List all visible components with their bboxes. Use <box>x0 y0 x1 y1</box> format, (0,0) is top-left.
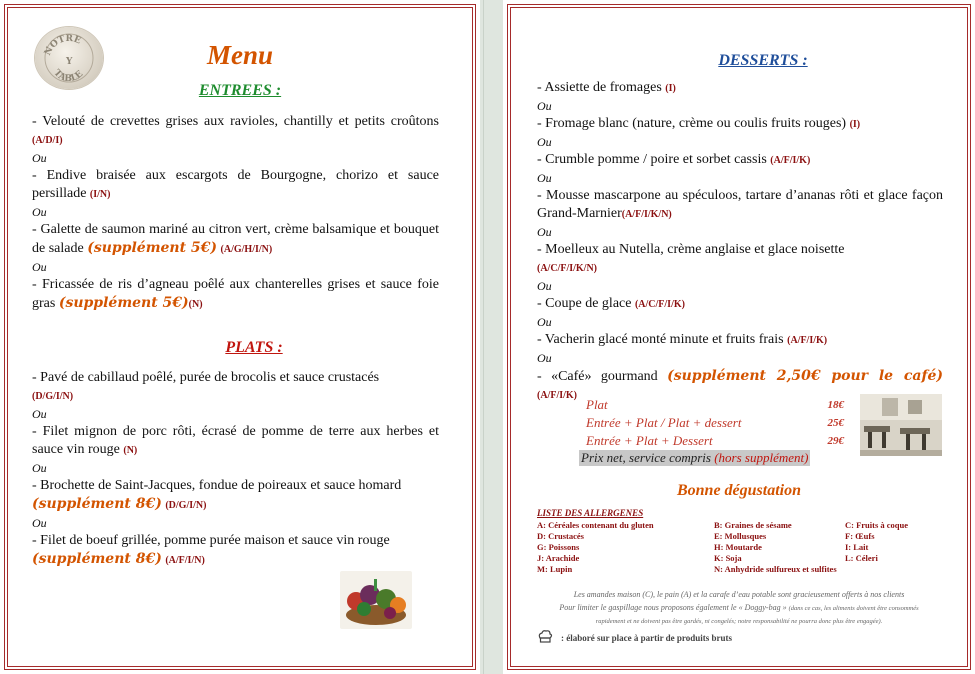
or-separator: Ou <box>32 516 47 530</box>
svg-text:Y: Y <box>66 57 73 67</box>
allergen-entry: I: Lait <box>845 542 869 552</box>
dining-room-photo <box>860 394 942 456</box>
allergen-entry: C: Fruits à coque <box>845 520 909 530</box>
desserts-title: DESSERTS : <box>718 52 808 69</box>
or-separator: Ou <box>537 225 552 239</box>
price-table <box>586 396 844 450</box>
chef-hat-icon <box>537 630 553 646</box>
dessert-item: - Mousse mascarpone au spéculoos, tartare d’ananas rôti et glace façon Grand-Marnier(A/F/I/K/N) <box>537 188 943 221</box>
entrees-list <box>32 113 439 314</box>
plat-item: - Pavé de cabillaud poêlé, purée de brocolis et sauce crustacés (D/G/I/N) <box>32 370 380 402</box>
price-row: Plat 18€ <box>586 397 844 412</box>
plat-item: - Filet de boeuf grillée, pomme purée maison et sauce vin rouge (supplément 8€) (A/F/I/N) <box>32 533 390 567</box>
dessert-item: - Assiette de fromages (I) <box>537 80 676 95</box>
plat-item: - Filet mignon de porc rôti, écrasé de pomme de terre aux herbes et sauce vin rouge (N) <box>32 424 439 457</box>
prix-net-note: Prix net, service compris (hors supplément) <box>581 450 809 465</box>
allergen-entry: K: Soja <box>714 553 742 563</box>
dessert-item: - Vacherin glacé monté minute et fruits frais (A/F/I/K) <box>537 332 828 347</box>
allergen-entry: B: Graines de sésame <box>714 520 792 530</box>
allergen-entry: G: Poissons <box>537 542 580 552</box>
desserts-list <box>537 79 943 405</box>
footnote-line: Pour limiter le gaspillage nous proposons également le « Doggy-bag » (dans ce cas, les aliments doivent être consommés <box>559 603 919 612</box>
or-separator: Ou <box>537 99 552 113</box>
footnote-line: rapidement et ne doivent pas être gardés, ni congelés; notre responsabilité ne pourra donc plus être engagée). <box>595 618 883 625</box>
allergen-column <box>537 520 654 575</box>
allergen-column <box>845 520 908 564</box>
allergen-column <box>714 520 837 575</box>
dessert-item: - «Café» gourmand (supplément 2,50€ pour le café) (A/F/I/K) <box>537 368 944 401</box>
or-separator: Ou <box>32 260 47 274</box>
allergen-entry: L: Céleri <box>845 553 878 563</box>
allergen-entry: N: Anhydride sulfureux et sulfites <box>714 564 837 574</box>
allergen-entry: H: Moutarde <box>714 542 762 552</box>
or-separator: Ou <box>537 279 552 293</box>
or-separator: Ou <box>32 205 47 219</box>
allergen-entry: M: Lupin <box>537 564 573 574</box>
allergen-entry: J: Arachide <box>537 553 580 563</box>
page-gutter <box>480 0 503 674</box>
or-separator: Ou <box>32 407 47 421</box>
dessert-item: - Moelleux au Nutella, crème anglaise et glace noisette (A/C/F/I/K/N) <box>537 242 845 274</box>
menu-page-right <box>503 0 975 674</box>
entree-item: - Endive braisée aux escargots de Bourgogne, chorizo et sauce persillade (I/N) <box>32 168 439 201</box>
menu-page-left <box>0 0 480 674</box>
or-separator: Ou <box>32 461 47 475</box>
allergen-list <box>537 520 937 580</box>
or-separator: Ou <box>32 151 47 165</box>
svg-text:TABLE: TABLE <box>51 68 86 85</box>
allergen-list-title: LISTE DES ALLERGENES <box>537 508 644 518</box>
dessert-item: - Crumble pomme / poire et sorbet cassis (A/F/I/K) <box>537 152 811 167</box>
price-row: Entrée + Plat + Dessert 29€ <box>586 433 844 448</box>
allergen-entry: F: Œufs <box>845 531 875 541</box>
entree-item: - Fricassée de ris d’agneau poêlé aux chanterelles grises et sauce foie gras (supplément 5€)(N) <box>32 277 439 311</box>
svg-text:NOTRE: NOTRE <box>42 33 83 58</box>
price-row: Entrée + Plat / Plat + dessert 25€ <box>586 415 844 430</box>
or-separator: Ou <box>537 171 552 185</box>
plats-list <box>32 369 439 570</box>
plats-title: PLATS : <box>225 339 283 356</box>
allergen-entry: D: Crustacés <box>537 531 584 541</box>
legend-text: : élaboré sur place à partir de produits bruts <box>561 633 733 643</box>
vegetables-basket-photo <box>340 571 412 629</box>
footnote <box>523 588 955 628</box>
entrees-title: ENTREES : <box>198 82 282 99</box>
allergen-entry: E: Mollusques <box>714 531 767 541</box>
dessert-item: - Fromage blanc (nature, crème ou coulis fruits rouges) (I) <box>537 116 861 131</box>
or-separator: Ou <box>537 135 552 149</box>
footnote-line: Les amandes maison (C), le pain (A) et la carafe d’eau potable sont gracieusement offerts à nos clients <box>573 590 905 599</box>
or-separator: Ou <box>537 315 552 329</box>
homemade-legend <box>537 630 732 646</box>
or-separator: Ou <box>537 351 552 365</box>
bonne-degustation: Bonne dégustation <box>676 482 802 499</box>
entree-item: - Galette de saumon mariné au citron vert, crème balsamique et bouquet de salade (supplément 5€) (A/G/H/I/N) <box>32 222 439 256</box>
dessert-item: - Coupe de glace (A/C/F/I/K) <box>537 296 685 311</box>
entree-item: - Velouté de crevettes grises aux ravioles, chantilly et petits croûtons (A/D/I) <box>32 114 439 146</box>
allergen-entry: A: Céréales contenant du gluten <box>537 520 654 530</box>
menu-title: Menu <box>206 40 274 70</box>
plat-item: - Brochette de Saint-Jacques, fondue de poireaux et sauce homard (supplément 8€) (D/G/I/N) <box>32 478 402 512</box>
